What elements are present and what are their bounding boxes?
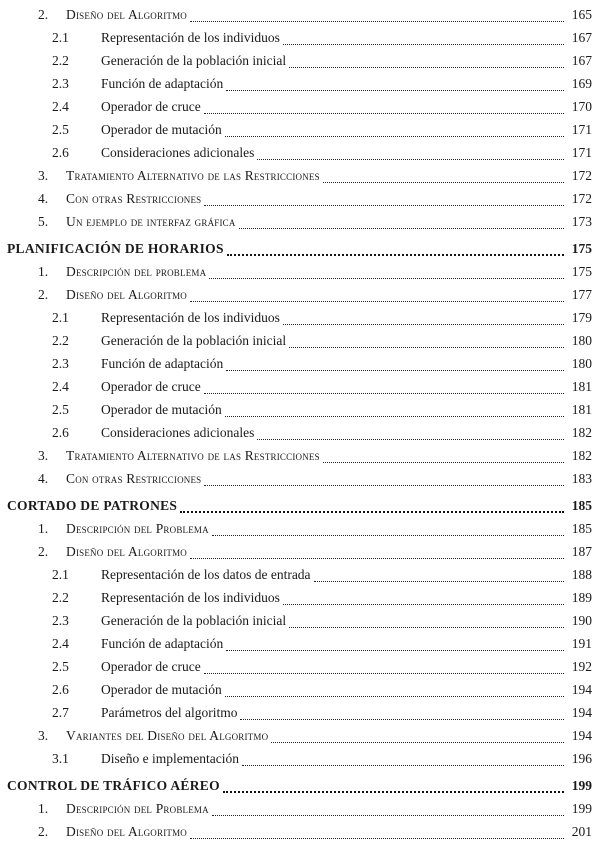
toc-entry-title: Diseño e implementación	[101, 751, 239, 766]
toc-entry-number: 2.7	[52, 705, 69, 720]
dot-leader	[242, 763, 564, 766]
toc-page-number: 182	[571, 425, 592, 440]
toc-entry-number: 5.	[38, 214, 49, 229]
dot-leader	[289, 345, 564, 348]
toc-entry-title: Diseño del Algoritmo	[66, 7, 187, 22]
toc-entry-number: 2.4	[52, 99, 69, 114]
toc-entry-row[interactable]	[0, 799, 600, 819]
toc-page-number: 169	[571, 76, 592, 91]
toc-entry-title: Generación de la población inicial	[101, 333, 287, 348]
toc-entry-row[interactable]	[0, 51, 600, 71]
toc-entry-title: Generación de la población inicial	[101, 53, 287, 68]
toc-entry-number: 2.6	[52, 145, 69, 160]
toc-entry-title: Tratamiento Alternativo de las Restricciones	[66, 168, 320, 183]
toc-entry-title: Función de adaptación	[101, 76, 224, 91]
dot-leader	[212, 533, 564, 536]
toc-entry-number: 4.	[38, 191, 49, 206]
toc-entry-number: 2.1	[52, 567, 69, 582]
toc-entry-row[interactable]	[0, 423, 600, 443]
toc-entry-title: Con otras Restricciones	[66, 191, 202, 206]
toc-entry-title: Función de adaptación	[101, 636, 224, 651]
dot-leader	[226, 648, 564, 651]
dot-leader	[226, 368, 564, 371]
toc-entry-row[interactable]	[0, 657, 600, 677]
toc-entry-number: 2.6	[52, 682, 69, 697]
toc-page-number: 173	[571, 214, 592, 229]
toc-entry-row[interactable]	[0, 749, 600, 769]
toc-page-number: 180	[571, 333, 592, 348]
toc-chapter-row[interactable]	[0, 496, 600, 516]
dot-leader	[323, 460, 564, 463]
toc-page-number: 170	[571, 99, 592, 114]
dot-leader	[271, 740, 564, 743]
toc-entry-title: Operador de mutación	[101, 122, 222, 137]
toc-entry-number: 2.	[38, 544, 49, 559]
toc-entry-title: Consideraciones adicionales	[101, 425, 255, 440]
toc-page-number: 179	[571, 310, 592, 325]
toc-entry-number: 2.1	[52, 30, 69, 45]
toc-page-number: 180	[571, 356, 592, 371]
toc-page-number: 175	[571, 264, 592, 279]
toc-entry-row[interactable]	[0, 588, 600, 608]
dot-leader	[223, 789, 564, 793]
toc-entry-row[interactable]	[0, 400, 600, 420]
toc-entry-title: Variantes del Diseño del Algoritmo	[66, 728, 269, 743]
toc-entry-title: Diseño del Algoritmo	[66, 544, 187, 559]
toc-entry-title: Representación de los datos de entrada	[101, 567, 311, 582]
toc-entry-number: 3.	[38, 728, 49, 743]
toc-entry-row[interactable]	[0, 377, 600, 397]
toc-page-number: 192	[571, 659, 592, 674]
toc-entry-number: 3.	[38, 168, 49, 183]
toc-page-number: 177	[571, 287, 592, 302]
toc-entry-row[interactable]	[0, 212, 600, 232]
dot-leader	[289, 65, 564, 68]
toc-entry-row[interactable]	[0, 166, 600, 186]
toc-page-number: 172	[571, 191, 592, 206]
toc-page-number: 185	[571, 498, 592, 513]
dot-leader	[204, 671, 564, 674]
dot-leader	[225, 414, 564, 417]
toc-entry-number: 1.	[38, 801, 49, 816]
toc-entry-row[interactable]	[0, 565, 600, 585]
toc-page-number: 196	[571, 751, 592, 766]
toc-entry-number: 1.	[38, 521, 49, 536]
toc-entry-title: Tratamiento Alternativo de las Restricciones	[66, 448, 320, 463]
toc-entry-number: 2.1	[52, 310, 69, 325]
toc-page-number: 181	[571, 402, 592, 417]
toc-entry-title: Representación de los individuos	[101, 310, 280, 325]
toc-entry-number: 2.3	[52, 613, 69, 628]
toc-page-number: 165	[571, 7, 592, 22]
dot-leader	[190, 19, 564, 22]
toc-page-number: 191	[571, 636, 592, 651]
toc-entry-number: 3.1	[52, 751, 69, 766]
toc-entry-number: 2.2	[52, 590, 69, 605]
toc-entry-row[interactable]	[0, 634, 600, 654]
toc-entry-number: 4.	[38, 471, 49, 486]
toc-entry-row[interactable]	[0, 262, 600, 282]
toc-page-number: 172	[571, 168, 592, 183]
toc-page-number: 201	[571, 824, 592, 839]
toc-entry-row[interactable]	[0, 354, 600, 374]
dot-leader	[226, 88, 564, 91]
dot-leader	[190, 836, 564, 839]
toc-entry-row[interactable]	[0, 97, 600, 117]
toc-entry-number: 1.	[38, 264, 49, 279]
toc-entry-title: Un ejemplo de interfaz gráfica	[66, 214, 236, 229]
dot-leader	[239, 226, 564, 229]
toc-entry-row[interactable]	[0, 189, 600, 209]
dot-leader	[227, 252, 564, 256]
toc-page-number: 187	[571, 544, 592, 559]
toc-entry-row[interactable]	[0, 28, 600, 48]
toc-entry-title: Función de adaptación	[101, 356, 224, 371]
toc-entry-number: 2.3	[52, 76, 69, 91]
toc-chapter-title: CONTROL DE TRÁFICO AÉREO	[7, 778, 220, 793]
toc-entry-title: Diseño del Algoritmo	[66, 287, 187, 302]
toc-chapter-title: CORTADO DE PATRONES	[7, 498, 178, 513]
dot-leader	[314, 579, 564, 582]
dot-leader	[225, 694, 564, 697]
toc-page-number: 171	[571, 145, 592, 160]
toc-page-number: 182	[571, 448, 592, 463]
toc-entry-title: Consideraciones adicionales	[101, 145, 255, 160]
dot-leader	[289, 625, 564, 628]
toc-entry-title: Operador de cruce	[101, 659, 201, 674]
toc-entry-title: Representación de los individuos	[101, 30, 280, 45]
toc-entry-row[interactable]	[0, 703, 600, 723]
toc-entry-number: 2.	[38, 7, 49, 22]
toc-entry-title: Operador de cruce	[101, 379, 201, 394]
toc-entry-row[interactable]	[0, 519, 600, 539]
dot-leader	[190, 299, 564, 302]
toc-page-number: 194	[571, 705, 592, 720]
toc-entry-row[interactable]	[0, 446, 600, 466]
dot-leader	[257, 157, 564, 160]
toc-entry-row[interactable]	[0, 822, 600, 842]
dot-leader	[323, 180, 564, 183]
toc-entry-title: Descripción del Problema	[66, 521, 209, 536]
toc-entry-title: Con otras Restricciones	[66, 471, 202, 486]
toc-page-number: 167	[571, 53, 592, 68]
dot-leader	[257, 437, 564, 440]
toc-entry-title: Representación de los individuos	[101, 590, 280, 605]
toc-entry-number: 2.4	[52, 636, 69, 651]
toc-entry-number: 2.2	[52, 333, 69, 348]
toc-entry-title: Generación de la población inicial	[101, 613, 287, 628]
toc-entry-number: 2.2	[52, 53, 69, 68]
toc-page-number: 183	[571, 471, 592, 486]
dot-leader	[190, 556, 564, 559]
toc-entry-number: 2.6	[52, 425, 69, 440]
dot-leader	[204, 391, 564, 394]
toc-entry-title: Operador de mutación	[101, 402, 222, 417]
toc-page-number: 185	[571, 521, 592, 536]
toc-entry-row[interactable]	[0, 120, 600, 140]
toc-entry-row[interactable]	[0, 611, 600, 631]
toc-chapter-row[interactable]	[0, 776, 600, 796]
toc-entry-row[interactable]	[0, 308, 600, 328]
toc-page-number: 175	[571, 241, 592, 256]
toc-entry-row[interactable]	[0, 726, 600, 746]
toc-page-number: 190	[571, 613, 592, 628]
toc-entry-title: Operador de mutación	[101, 682, 222, 697]
dot-leader	[209, 276, 564, 279]
toc-entry-row[interactable]	[0, 542, 600, 562]
dot-leader	[212, 813, 564, 816]
toc-entry-row[interactable]	[0, 680, 600, 700]
dot-leader	[240, 717, 564, 720]
toc-entry-row[interactable]	[0, 331, 600, 351]
toc-entry-row[interactable]	[0, 285, 600, 305]
toc-entry-number: 2.5	[52, 402, 69, 417]
toc-entry-title: Parámetros del algoritmo	[101, 705, 238, 720]
toc-page-number: 188	[571, 567, 592, 582]
toc-page-number: 199	[571, 801, 592, 816]
toc-page-number: 181	[571, 379, 592, 394]
toc-entry-row[interactable]	[0, 5, 600, 25]
dot-leader	[204, 111, 564, 114]
toc-entry-number: 2.5	[52, 122, 69, 137]
toc-entry-number: 3.	[38, 448, 49, 463]
toc-chapter-row[interactable]	[0, 239, 600, 259]
toc-entry-number: 2.	[38, 824, 49, 839]
dot-leader	[180, 509, 564, 513]
toc-page-number: 199	[571, 778, 592, 793]
toc-entry-number: 2.5	[52, 659, 69, 674]
toc-page-number: 171	[571, 122, 592, 137]
dot-leader	[225, 134, 564, 137]
toc-entry-row[interactable]	[0, 143, 600, 163]
dot-leader	[283, 42, 564, 45]
toc-entry-row[interactable]	[0, 74, 600, 94]
toc-page-number: 189	[571, 590, 592, 605]
toc-entry-title: Descripción del problema	[66, 264, 207, 279]
toc-page-number: 194	[571, 728, 592, 743]
dot-leader	[283, 322, 564, 325]
toc-entry-number: 2.3	[52, 356, 69, 371]
toc-page-number: 167	[571, 30, 592, 45]
dot-leader	[204, 483, 564, 486]
toc-entry-title: Diseño del Algoritmo	[66, 824, 187, 839]
toc-entry-number: 2.	[38, 287, 49, 302]
toc-entry-title: Operador de cruce	[101, 99, 201, 114]
dot-leader	[283, 602, 564, 605]
toc-page-number: 194	[571, 682, 592, 697]
toc-chapter-title: PLANIFICACIÓN DE HORARIOS	[7, 241, 224, 256]
toc-entry-row[interactable]	[0, 469, 600, 489]
toc-entry-title: Descripción del Problema	[66, 801, 209, 816]
toc-entry-number: 2.4	[52, 379, 69, 394]
dot-leader	[204, 203, 564, 206]
